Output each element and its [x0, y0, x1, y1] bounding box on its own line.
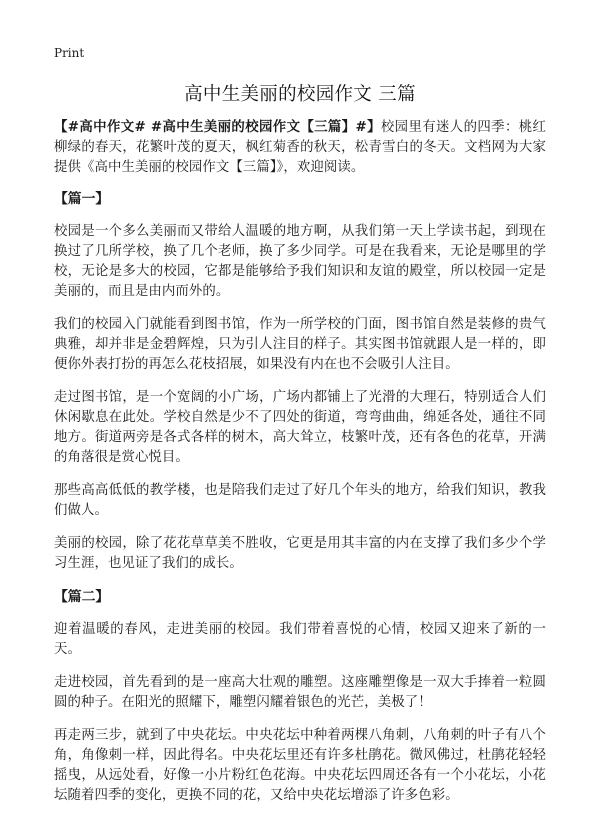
- section-1-paragraph-2: 我们的校园入门就能看到图书馆，作为一所学校的门面，图书馆自然是装修的贵气典雅，却并非是金碧辉煌，只为引人注目的样子。其实图书馆就跟人是一样的，即便你外表打扮的再怎么花枝招展，如果没有内在也不会吸引人注目。: [54, 317, 546, 372]
- section-2-paragraph-3: 再走两三步，就到了中央花坛。中央花坛中种着两棵八角刺，八角刺的叶子有八个角，角像刺一样，因此得名。中央花坛里还有许多杜鹃花。微风佛过，杜鹃花轻轻摇曳，从远处看，好像一小片粉红色花海。中央花坛四周还各有一个小花坛，小花坛随着四季的变化，更换不同的花，又给中央花坛增添了许多色彩。: [54, 728, 546, 803]
- article-body: [54, 118, 546, 819]
- section-2-paragraph-2: 走进校园，首先看到的是一座高大壮观的雕塑。这座雕塑像是一双大手捧着一粒圆圆的种子。在阳光的照耀下，雕塑闪耀着银色的光芒，美极了！: [54, 675, 546, 710]
- intro-paragraph: [54, 118, 546, 178]
- intro-text: 校园里有迷人的四季：桃红柳绿的春天，花繁叶茂的夏天，枫红菊香的秋天，松青雪白的冬天。文档网为大家提供《高中生美丽的校园作文【三篇】》，欢迎阅读。: [54, 120, 546, 175]
- section-1-paragraph-3: 走过图书馆，是一个宽阔的小广场，广场内都铺上了光滑的大理石，特别适合人们休闲歇息在此处。学校自然是少不了四处的街道，弯弯曲曲，绵延各处，通往不同地方。街道两旁是各式各样的树木，高大耸立，枝繁叶茂，还有各色的花草，开满的角落很是赏心悦目。: [54, 390, 546, 465]
- section-1-paragraph-4: 那些高高低低的教学楼，也是陪我们走过了好几个年头的地方，给我们知识，教我们做人。: [54, 483, 546, 518]
- intro-tag: 【#高中作文# #高中生美丽的校园作文【三篇】#】: [54, 120, 381, 135]
- section-heading-2: 【篇二】: [54, 589, 110, 605]
- section-1-paragraph-1: 校园是一个多么美丽而又带给人温暖的地方啊，从我们第一天上学读书起，到现在换过了几所学校，换了几个老师，换了多少同学。可是在我看来，无论是哪里的学校，无论是多大的校园，它都是能够给予我们知识和友谊的殿堂，所以校园一定是美丽的，而且是由内而外的。: [54, 224, 546, 299]
- print-link[interactable]: Print: [54, 46, 85, 60]
- page-title: 高中生美丽的校园作文 三篇: [184, 84, 416, 105]
- section-2-paragraph-1: 迎着温暖的春风，走进美丽的校园。我们带着喜悦的心情，校园又迎来了新的一天。: [54, 622, 546, 657]
- section-1-paragraph-5: 美丽的校园，除了花花草草美不胜收，它更是用其丰富的内在支撑了我们多少个学习生涯，也见证了我们的成长。: [54, 536, 546, 571]
- section-heading-1: 【篇一】: [54, 191, 110, 207]
